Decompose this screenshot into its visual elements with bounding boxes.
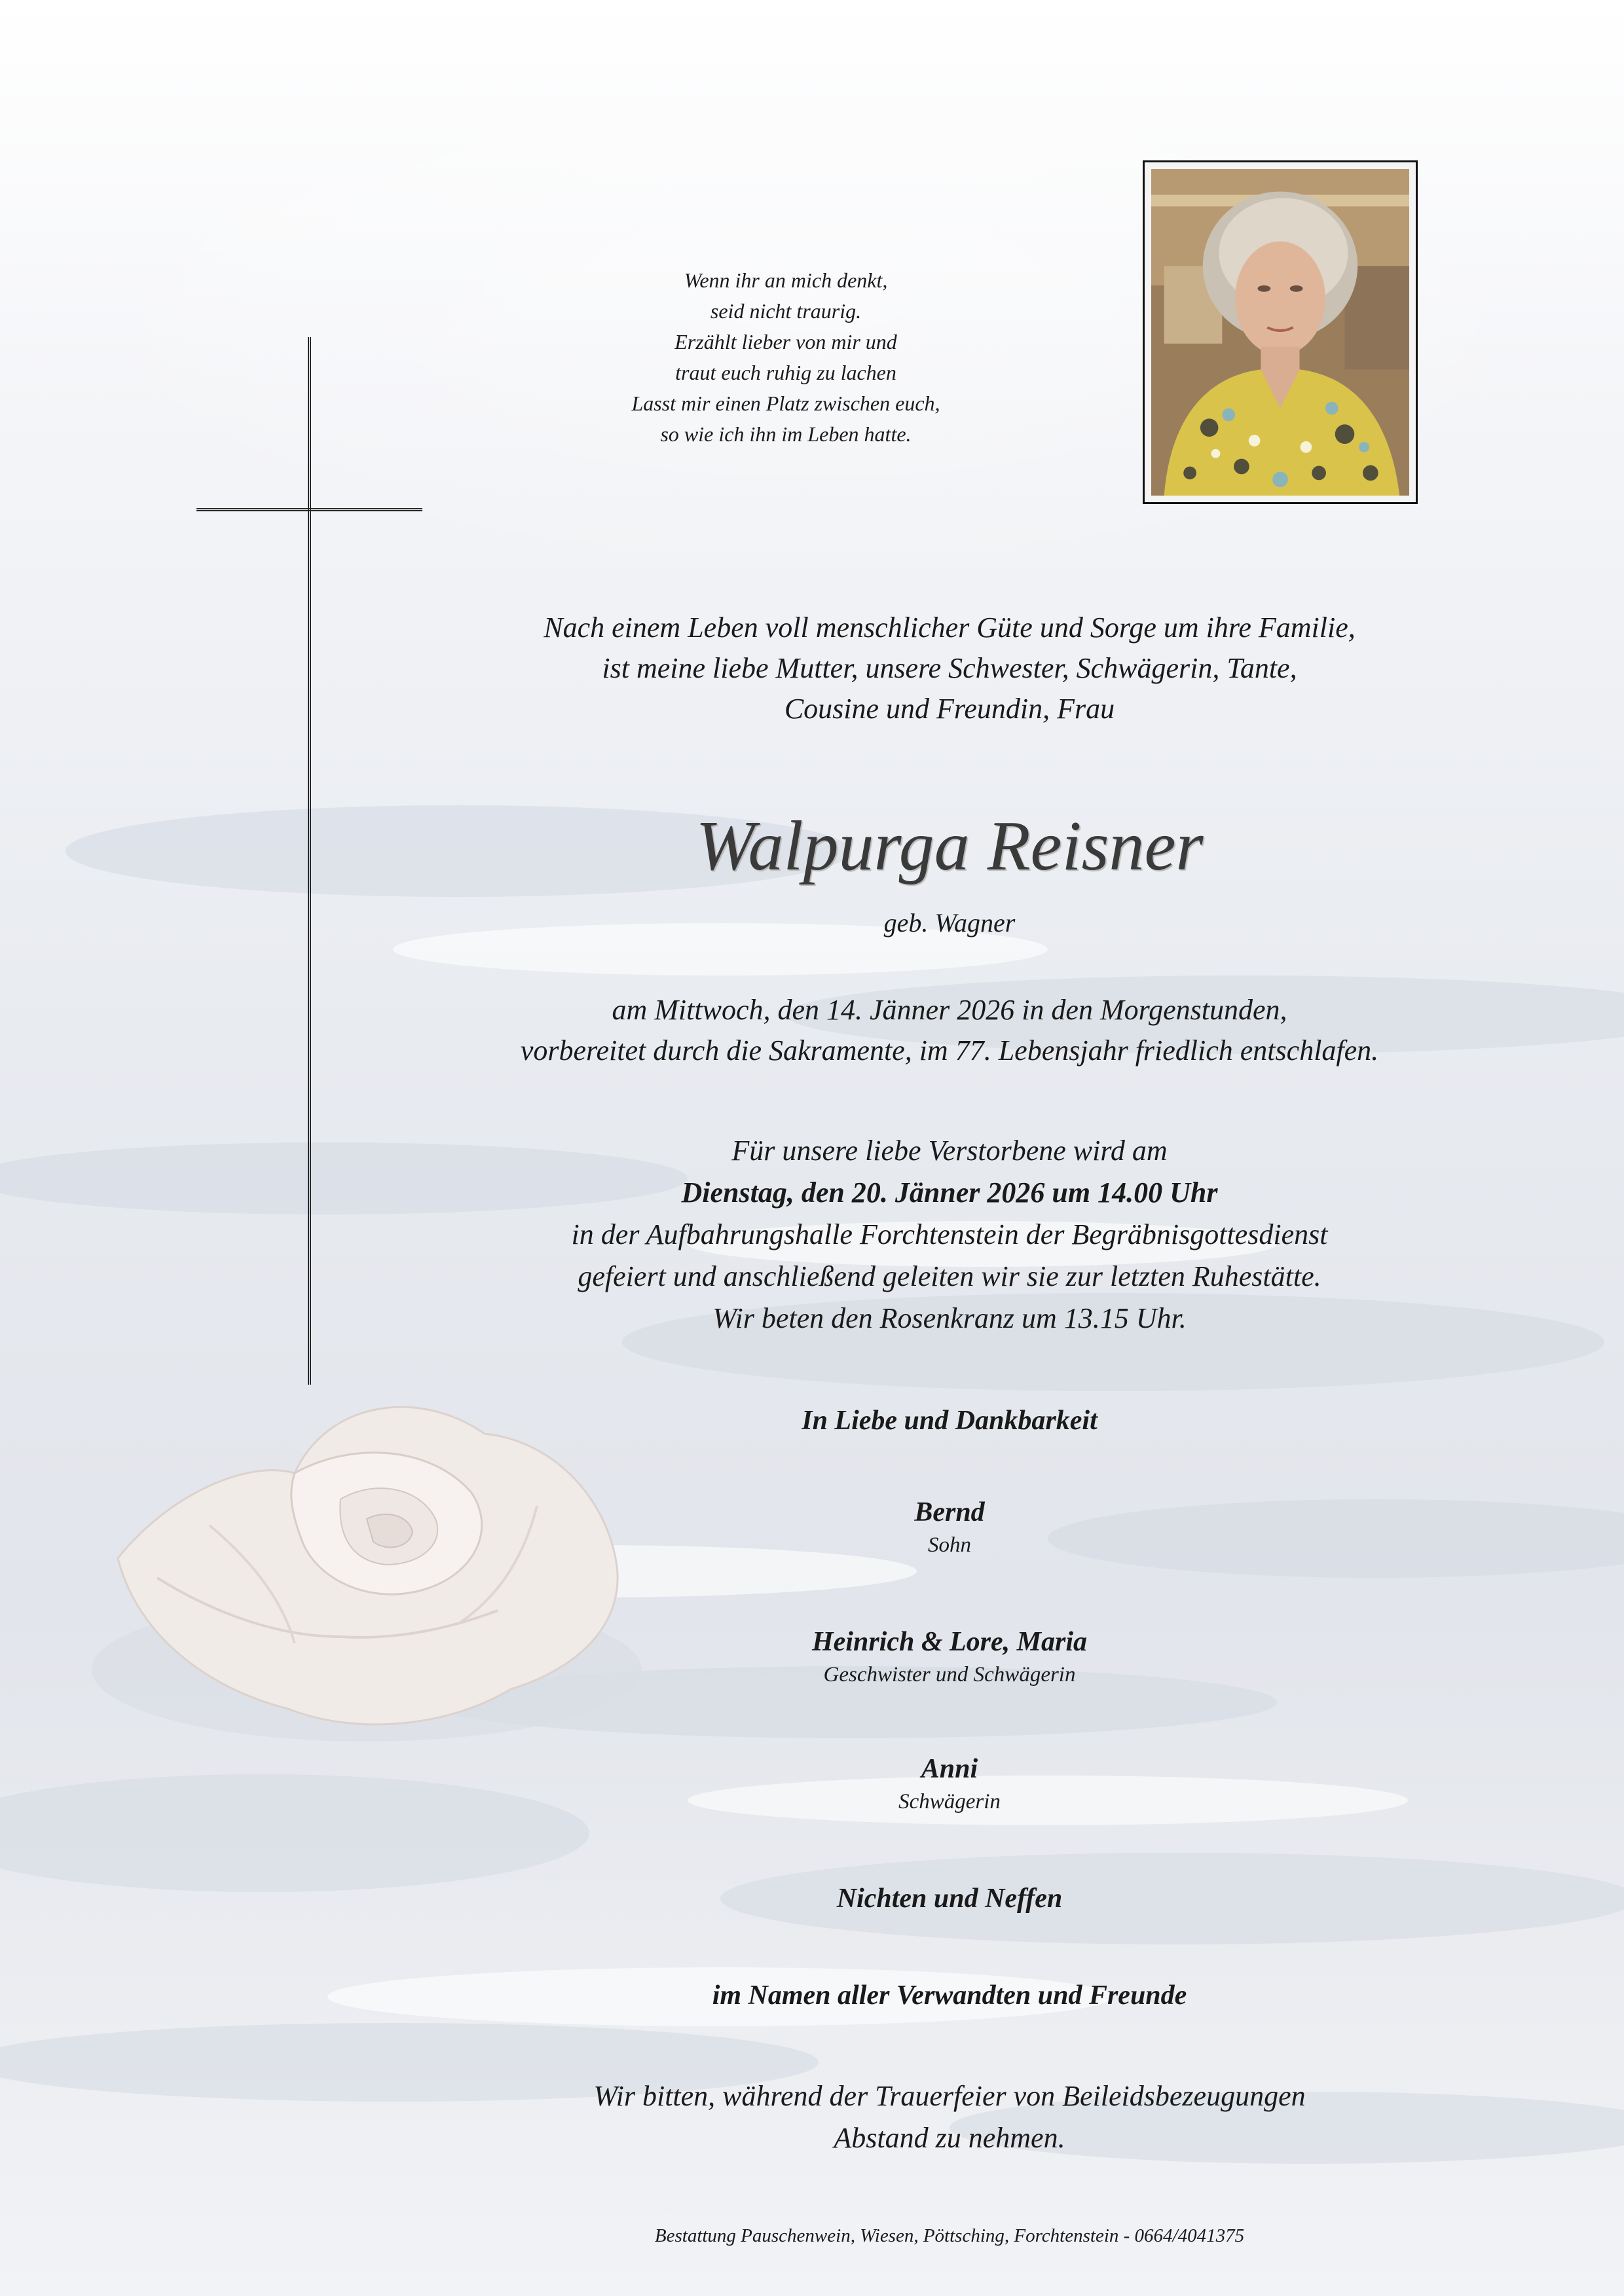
birth-name: geb. Wagner bbox=[883, 908, 1016, 938]
mourner-entry bbox=[419, 1494, 1480, 1559]
poem-line: Lasst mir einen Platz zwischen euch, bbox=[631, 392, 940, 415]
funeral-service-info bbox=[419, 1130, 1480, 1339]
poem-line: Wenn ihr an mich denkt, bbox=[684, 268, 888, 292]
intro-line: ist meine liebe Mutter, unsere Schwester, Schwägerin, Tante, bbox=[602, 652, 1297, 684]
poem-line: traut euch ruhig zu lachen bbox=[675, 361, 896, 384]
service-line: gefeiert und anschließend geleiten wir sie zur letzten Ruhestätte. bbox=[578, 1260, 1321, 1292]
death-line: vorbereitet durch die Sakramente, im 77. Lebensjahr friedlich entschlafen. bbox=[520, 1034, 1379, 1066]
portrait-photo-frame bbox=[1143, 160, 1418, 504]
mourner-name: Bernd bbox=[914, 1497, 985, 1527]
mourner-entry bbox=[419, 1751, 1480, 1816]
nieces-nephews: Nichten und Neffen bbox=[836, 1884, 1063, 1914]
death-notice bbox=[419, 990, 1480, 1071]
poem-line: seid nicht traurig. bbox=[710, 299, 862, 323]
service-line: in der Aufbahrungshalle Forchtenstein der Begräbnisgottesdienst bbox=[571, 1218, 1328, 1250]
relatives-line: im Namen aller Verwandten und Freunde bbox=[712, 1980, 1187, 2011]
mourner-role: Geschwister und Schwägerin bbox=[823, 1663, 1076, 1686]
cross-horizontal-bar bbox=[196, 508, 422, 511]
service-date: Dienstag, den 20. Jänner 2026 um 14.00 Uhr bbox=[681, 1176, 1218, 1209]
funeral-home-footer: Bestattung Pauschenwein, Wiesen, Pöttsching, Forchtenstein - 0664/4041375 bbox=[654, 2225, 1245, 2246]
deceased-name: Walpurga Reisner bbox=[695, 807, 1204, 885]
intro-text bbox=[419, 608, 1480, 729]
portrait-photo bbox=[1151, 169, 1409, 496]
poem-line: Erzählt lieber von mir und bbox=[674, 330, 897, 354]
intro-line: Nach einem Leben voll menschlicher Güte und Sorge um ihre Familie, bbox=[544, 611, 1356, 644]
service-line: Für unsere liebe Verstorbene wird am bbox=[731, 1135, 1168, 1167]
mourner-name: Heinrich & Lore, Maria bbox=[811, 1627, 1088, 1657]
closing-line: Abstand zu nehmen. bbox=[834, 2122, 1065, 2154]
cross-vertical-bar bbox=[308, 337, 311, 1385]
mourner-role: Sohn bbox=[928, 1533, 971, 1557]
memorial-poem bbox=[517, 265, 1054, 450]
poem-line: so wie ich ihn im Leben hatte. bbox=[660, 422, 912, 446]
service-line: Wir beten den Rosenkranz um 13.15 Uhr. bbox=[712, 1302, 1187, 1334]
death-line: am Mittwoch, den 14. Jänner 2026 in den Morgenstunden, bbox=[612, 994, 1287, 1026]
mourners-heading: In Liebe und Dankbarkeit bbox=[802, 1406, 1098, 1436]
closing-request bbox=[419, 2075, 1480, 2159]
closing-line: Wir bitten, während der Trauerfeier von Beileidsbezeugungen bbox=[593, 2080, 1306, 2112]
mourner-entry bbox=[419, 1624, 1480, 1689]
mourner-role: Schwägerin bbox=[898, 1790, 1001, 1813]
intro-line: Cousine und Freundin, Frau bbox=[784, 693, 1115, 725]
mourner-name: Anni bbox=[921, 1754, 978, 1784]
